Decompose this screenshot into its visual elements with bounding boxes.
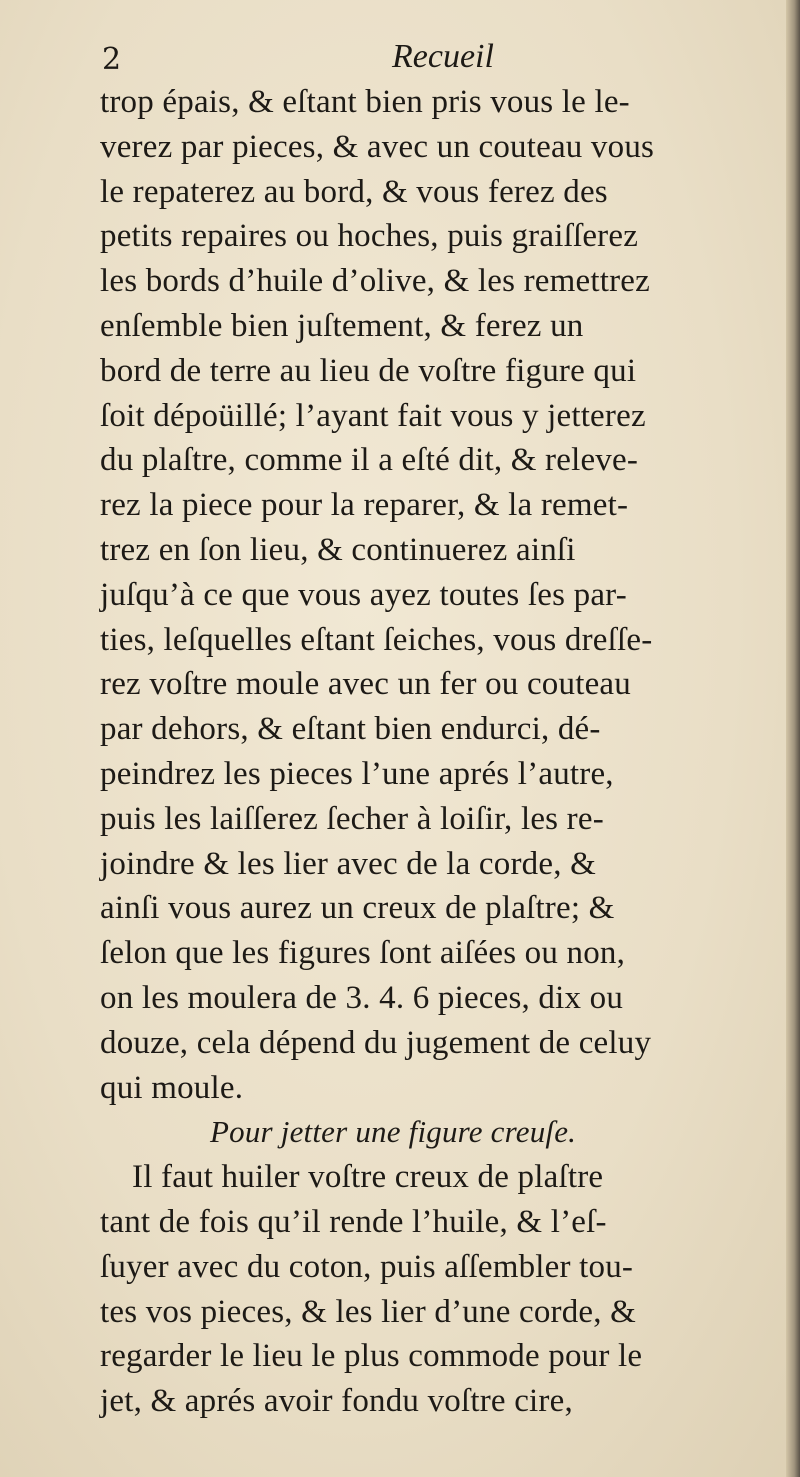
text-line: du plaſtre, comme il a eſté dit, & releve- <box>100 442 639 479</box>
text-line: tes vos pieces, & les lier d’une corde, & <box>100 1293 637 1330</box>
text-line: douze, cela dépend du jugement de celuy <box>100 1024 652 1061</box>
text-line: ſuyer avec du coton, puis aſſembler tou- <box>100 1248 634 1285</box>
text-line: regarder le lieu le plus commode pour le <box>100 1338 643 1375</box>
section-heading: Pour jetter une figure creuſe. <box>210 1114 577 1150</box>
text-line: bord de terre au lieu de voſtre figure qui <box>100 352 637 389</box>
text-line: ſoit dépoüillé; l’ayant fait vous y jetterez <box>100 397 646 434</box>
text-line: juſqu’à ce que vous ayez toutes ſes par- <box>100 576 627 613</box>
text-line: tant de fois qu’il rende l’huile, & l’eſ- <box>100 1203 607 1240</box>
text-line: ainſi vous aurez un creux de plaſtre; & <box>100 890 615 927</box>
running-head: Recueil <box>392 38 494 75</box>
text-line: puis les laiſſerez ſecher à loiſir, les re- <box>100 800 604 837</box>
text-line: les bords d’huile d’olive, & les remettrez <box>100 263 650 300</box>
text-line: par dehors, & eſtant bien endurci, dé- <box>100 711 601 748</box>
page-edge-shadow <box>786 0 800 1477</box>
text-line: joindre & les lier avec de la corde, & <box>100 845 596 882</box>
text-line: on les moulera de 3. 4. 6 pieces, dix ou <box>100 979 624 1016</box>
page-number: 2 <box>102 42 122 77</box>
text-line: peindrez les pieces l’une aprés l’autre, <box>100 755 614 792</box>
text-line: rez voſtre moule avec un fer ou couteau <box>100 666 631 703</box>
text-line: ties, leſquelles eſtant ſeiches, vous dreſſe- <box>100 621 653 658</box>
text-line: le repaterez au bord, & vous ferez des <box>100 173 608 210</box>
text-line: enſemble bien juſtement, & ferez un <box>100 307 584 344</box>
page-header <box>92 36 752 86</box>
text-line: verez par pieces, & avec un couteau vous <box>100 128 655 165</box>
text-line: ſelon que les figures ſont aiſées ou non, <box>100 935 626 972</box>
text-line: qui moule. <box>100 1069 244 1106</box>
text-line: trez en ſon lieu, & continuerez ainſi <box>100 531 576 568</box>
text-line: petits repaires ou hoches, puis graiſſerez <box>100 218 639 255</box>
body-text <box>100 80 790 1424</box>
text-line: rez la piece pour la reparer, & la remet- <box>100 487 629 524</box>
text-line: trop épais, & eſtant bien pris vous le le- <box>100 84 630 120</box>
text-line: Il faut huiler voſtre creux de plaſtre <box>132 1159 604 1196</box>
text-line: jet, & aprés avoir fondu voſtre cire, <box>100 1383 573 1420</box>
